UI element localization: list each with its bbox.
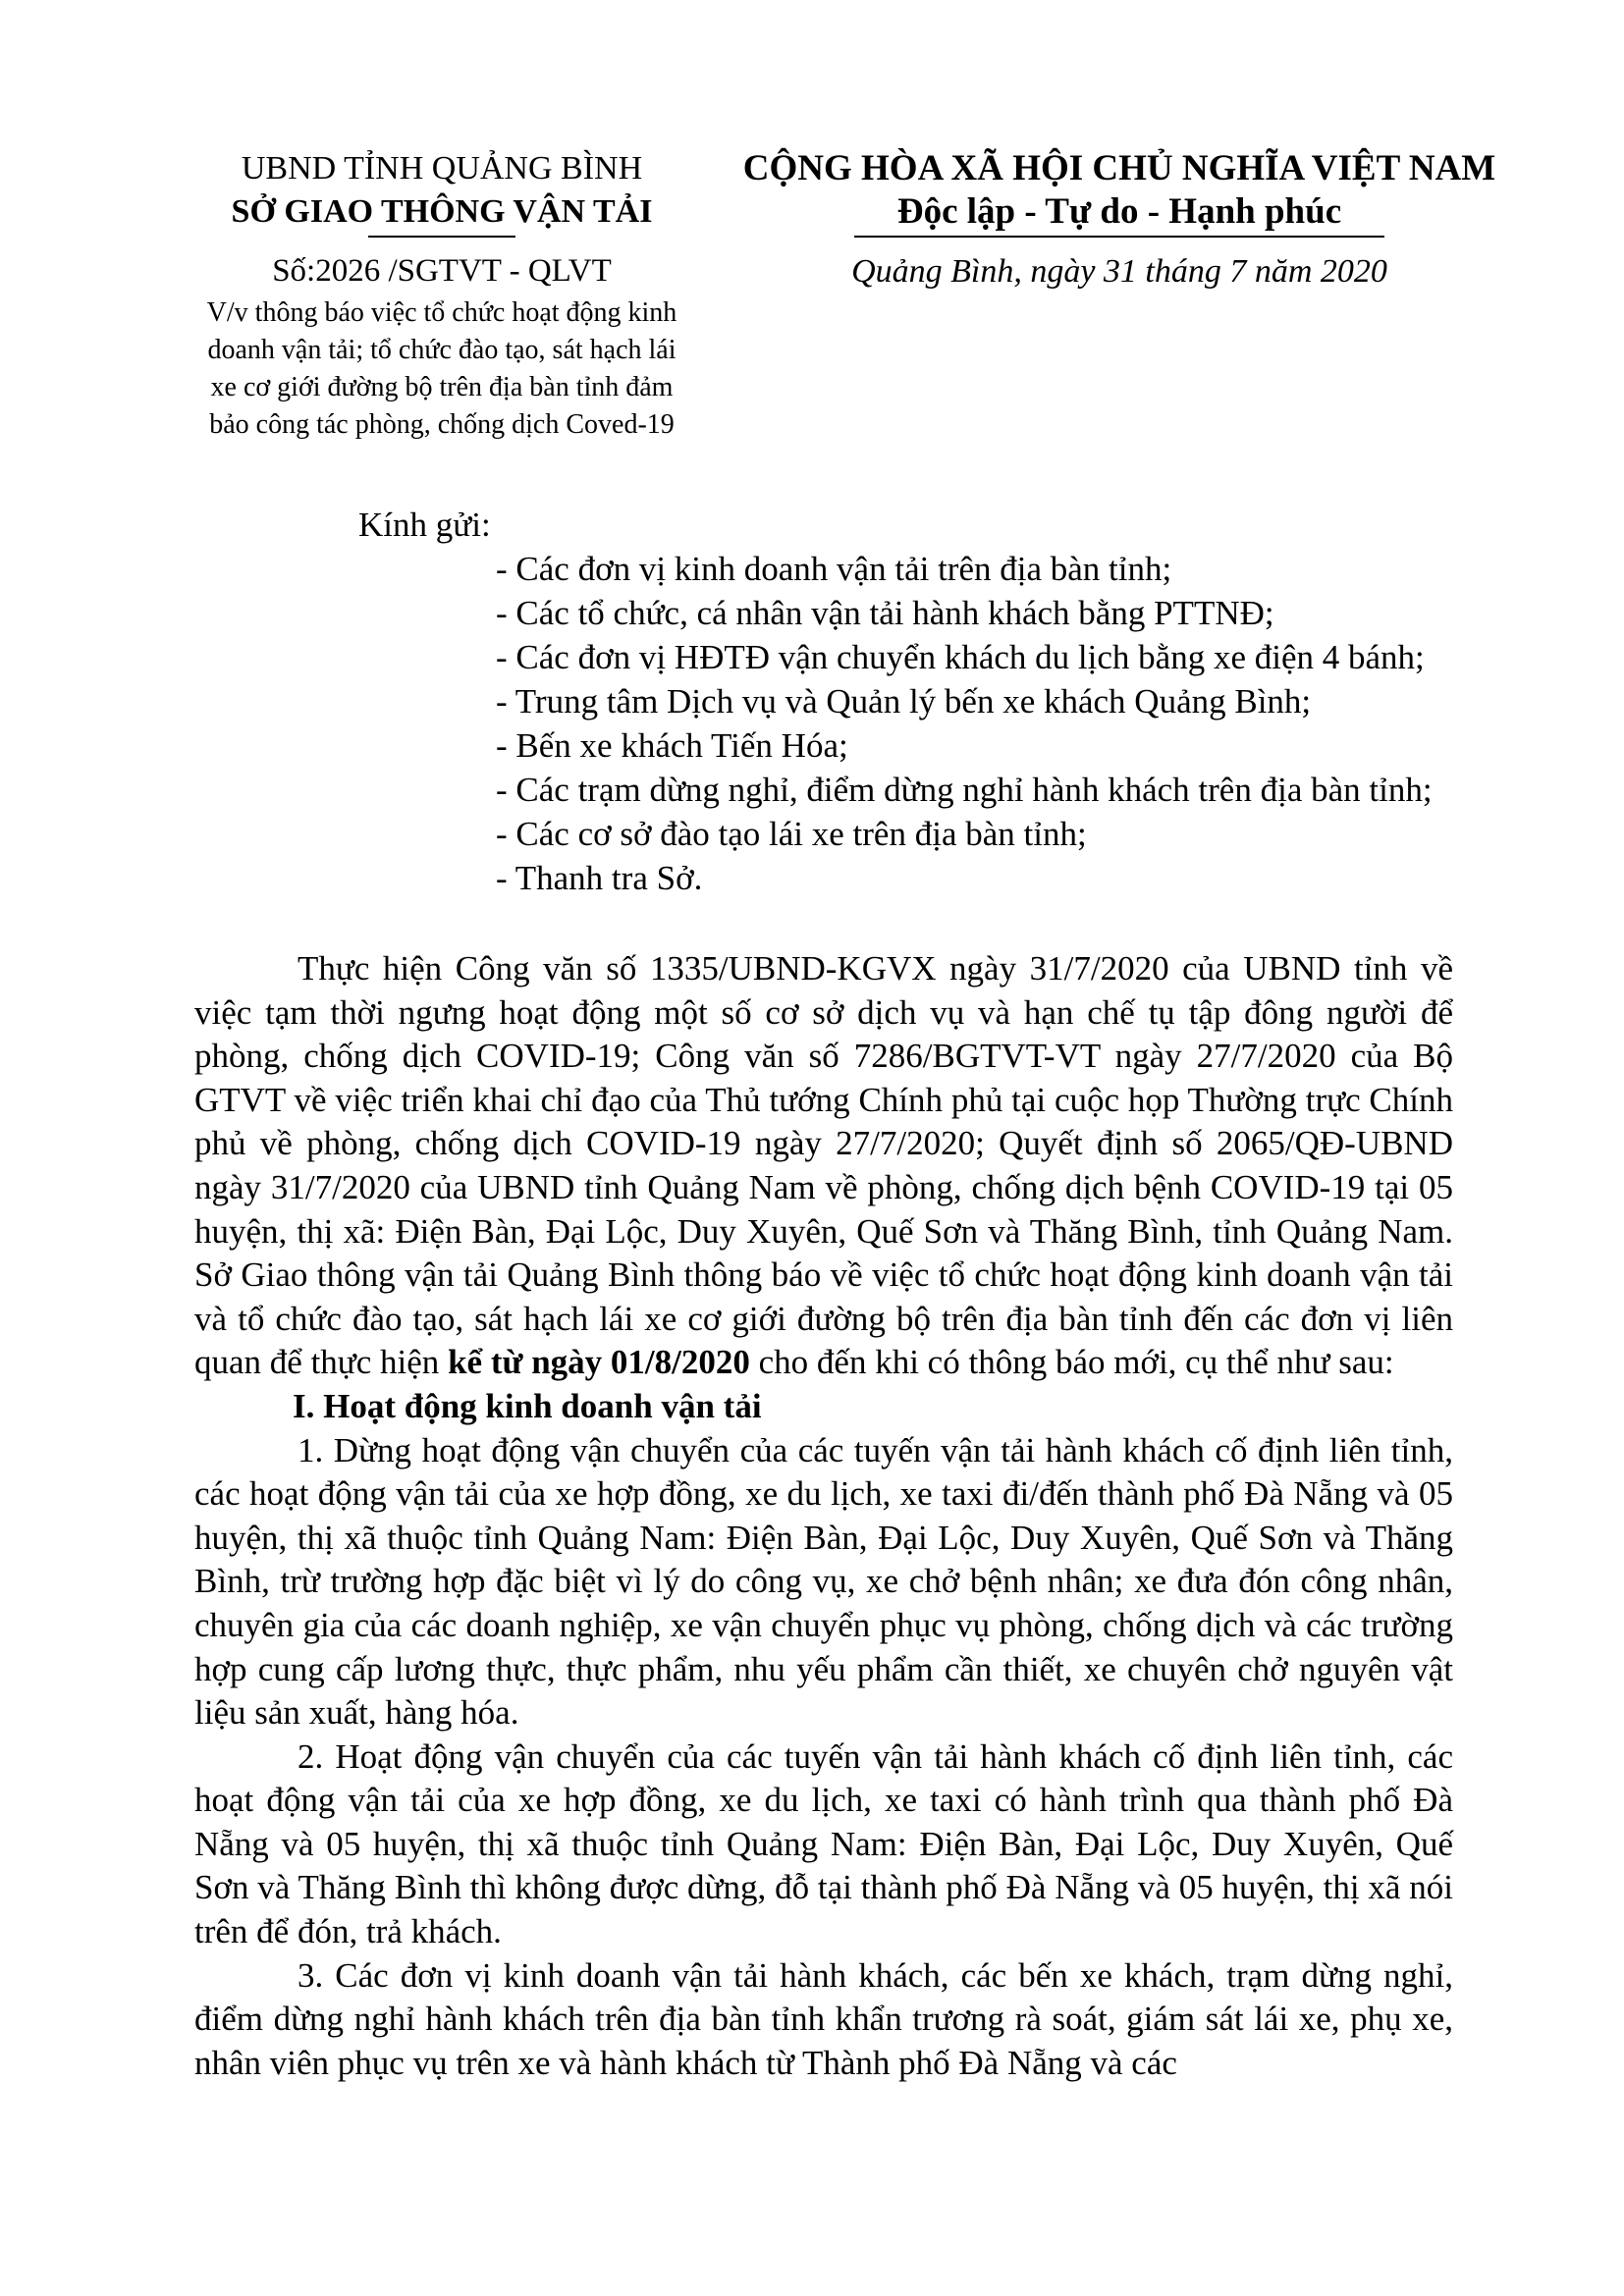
recipients-label: Kính gửi: [358,506,491,544]
motto-underline [854,236,1384,238]
paragraph-item-1: 1. Dừng hoạt động vận chuyển của các tuyến vận tải hành khách cố định liên tỉnh, các hoạt động vận tải của xe hợp đồng, xe du lịch, xe taxi đi/đến thành phố Đà Nẵng và 05 huyện, thị xã thuộc tỉnh Quảng Nam: Điện Bàn, Đại Lộc, Duy Xuyên, Quế Sơn và Thăng Bình, trừ trường hợp đặc biệt vì lý do công vụ, xe chở bệnh nhân; xe đưa đón công nhân, chuyên gia của các doanh nghiệp, xe vận chuyển phục vụ phòng, chống dịch và các trường hợp cung cấp lương thực, thực phẩm, nhu yếu phẩm cần thiết, xe chuyên chở nguyên vật liệu sản xuất, hàng hóa. [194,1430,1453,1733]
recipients-list [496,547,1433,900]
document-body [194,947,1453,2085]
issuing-authority [187,147,697,238]
parent-authority: UBND TỈNH QUẢNG BÌNH [241,150,643,187]
document-number: Số:2026 /SGTVT - QLVT [272,253,612,289]
authority-underline [368,236,515,238]
recipient-item: - Các đơn vị kinh doanh vận tải trên địa bàn tỉnh; [496,550,1172,588]
recipient-item: - Thanh tra Sở. [496,859,703,897]
issuing-department: SỞ GIAO THÔNG VẬN TẢI [231,193,653,230]
paragraph-item-3: 3. Các đơn vị kinh doanh vận tải hành khách, các bến xe khách, trạm dừng nghỉ, điểm dừng nghỉ hành khách trên địa bàn tỉnh khẩn trương rà soát, giám sát lái xe, phụ xe, nhân viên phục vụ trên xe và hành khách từ Thành phố Đà Nẵng và các [194,1955,1453,2082]
subject-line: xe cơ giới đường bộ trên địa bàn tỉnh đảm [210,372,674,402]
intro-text-end: cho đến khi có thông báo mới, cụ thể như sau: [749,1343,1394,1382]
subject-line: doanh vận tải; tổ chức đào tạo, sát hạch lái [207,335,677,365]
subject-line: V/v thông báo việc tổ chức hoạt động kinh [206,297,677,328]
recipient-item: - Trung tâm Dịch vụ và Quản lý bến xe khách Quảng Bình; [496,682,1312,721]
recipient-item: - Các trạm dừng nghỉ, điểm dừng nghỉ hành khách trên địa bàn tỉnh; [496,771,1433,809]
national-motto [707,147,1532,238]
recipient-item: - Bến xe khách Tiến Hóa; [496,726,848,765]
effective-date: kể từ ngày 01/8/2020 [448,1343,750,1382]
paragraph-item-2: 2. Hoạt động vận chuyển của các tuyến vận tải hành khách cố định liên tỉnh, các hoạt động vận tải của xe hợp đồng, xe du lịch, xe taxi có hành trình qua thành phố Đà Nẵng và 05 huyện, thị xã thuộc tỉnh Quảng Nam: Điện Bàn, Đại Lộc, Duy Xuyên, Quế Sơn và Thăng Bình thì không được dừng, đỗ tại thành phố Đà Nẵng và 05 huyện, thị xã nói trên để đón, trả khách. [194,1736,1453,1951]
recipient-item: - Các cơ sở đào tạo lái xe trên địa bàn tỉnh; [496,815,1087,853]
place-date: Quảng Bình, ngày 31 tháng 7 năm 2020 [851,253,1387,290]
motto: Độc lập - Tự do - Hạnh phúc [896,191,1342,232]
document-subject [196,294,687,444]
subject-line: bảo công tác phòng, chống dịch Coved-19 [209,409,675,440]
section-heading: I. Hoạt động kinh doanh vận tải [293,1386,762,1425]
country-name: CỘNG HÒA XÃ HỘI CHỦ NGHĨA VIỆT NAM [742,148,1496,188]
recipient-item: - Các tổ chức, cá nhân vận tải hành khách bằng PTTNĐ; [496,594,1274,632]
intro-text: Thực hiện Công văn số 1335/UBND-KGVX ngày 31/7/2020 của UBND tỉnh về việc tạm thời ngưng hoạt động một số cơ sở dịch vụ và hạn chế tụ tập đông người để phòng, chống dịch COVID-19; Công văn số 7286/BGTVT-VT ngày 27/7/2020 của Bộ GTVT về việc triển khai chỉ đạo của Thủ tướng Chính phủ tại cuộc họp Thường trực Chính phủ về phòng, chống dịch COVID-19 ngày 27/7/2020; Quyết định số 2065/QĐ-UBND ngày 31/7/2020 của UBND tỉnh Quảng Nam về phòng, chống dịch bệnh COVID-19 tại 05 huyện, thị xã: Điện Bàn, Đại Lộc, Duy Xuyên, Quế Sơn và Thăng Bình, tỉnh Quảng Nam. Sở Giao thông vận tải Quảng Bình thông báo về việc tổ chức hoạt động kinh doanh vận tải và tổ chức đào tạo, sát hạch lái xe cơ giới đường bộ trên địa bàn tỉnh đến các đơn vị liên quan để thực hiện [194,949,1453,1382]
intro-paragraph [194,947,1453,1385]
recipient-item: - Các đơn vị HĐTĐ vận chuyển khách du lịch bằng xe điện 4 bánh; [496,638,1425,676]
